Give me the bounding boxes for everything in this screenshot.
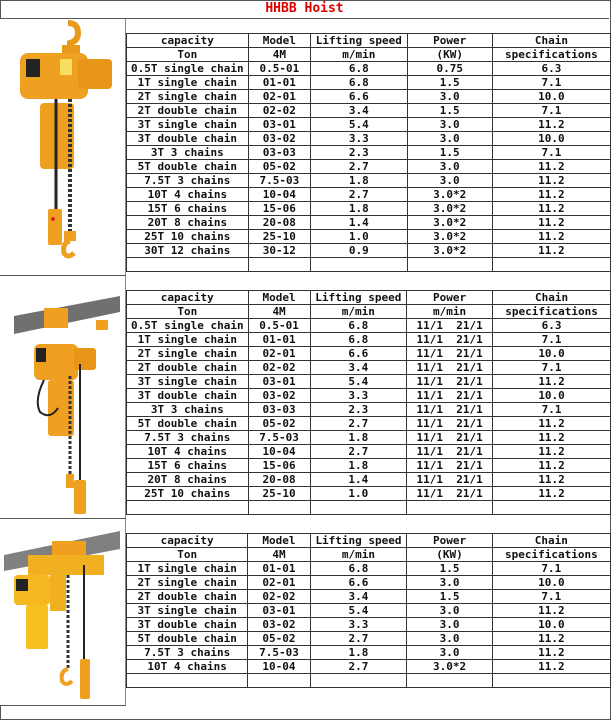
cell-model: 02-02 <box>248 361 310 375</box>
table-row <box>127 431 611 445</box>
spec-table-2 <box>126 290 611 515</box>
cell-capacity: 7.5T 3 chains <box>127 431 249 445</box>
cell-capacity: 7.5T 3 chains <box>127 646 248 660</box>
cell-power: 11/1 21/1 <box>407 347 493 361</box>
cell-lifting-speed: 6.6 <box>310 90 407 104</box>
cell-capacity: 10T 4 chains <box>127 660 248 674</box>
header-row-1 <box>127 291 611 305</box>
empty-cell <box>127 674 248 688</box>
spacer <box>126 519 611 533</box>
table-row <box>127 375 611 389</box>
cell-capacity: 1T single chain <box>127 76 249 90</box>
header-power: Power <box>407 34 492 48</box>
empty-cell <box>248 501 310 515</box>
cell-power: 11/1 21/1 <box>407 417 493 431</box>
cell-power: 3.0 <box>407 618 492 632</box>
cell-capacity: 15T 6 chains <box>127 459 249 473</box>
cell-capacity: 3T single chain <box>127 375 249 389</box>
cell-model: 01-01 <box>248 333 310 347</box>
cell-power: 11/1 21/1 <box>407 459 493 473</box>
table-row <box>127 417 611 431</box>
cell-model: 0.5-01 <box>248 62 310 76</box>
cell-chain-spec: 11.2 <box>493 473 611 487</box>
table-row <box>127 202 611 216</box>
cell-power: 3.0*2 <box>407 660 492 674</box>
cell-model: 03-03 <box>248 146 310 160</box>
cell-lifting-speed: 3.4 <box>310 361 407 375</box>
table-row <box>127 216 611 230</box>
table-row <box>127 576 611 590</box>
cell-chain-spec: 7.1 <box>492 76 610 90</box>
cell-chain-spec: 10.0 <box>492 90 610 104</box>
header-row-2 <box>127 48 611 62</box>
cell-lifting-speed: 6.8 <box>310 62 407 76</box>
header-chain-spec: Chain <box>493 291 611 305</box>
cell-chain-spec: 7.1 <box>492 562 610 576</box>
cell-power: 1.5 <box>407 590 492 604</box>
cell-model: 05-02 <box>248 632 310 646</box>
spec-table-1 <box>126 33 611 272</box>
table-row <box>127 361 611 375</box>
header-unit-power: m/min <box>407 305 493 319</box>
table-row <box>127 319 611 333</box>
cell-lifting-speed: 2.3 <box>310 146 407 160</box>
cell-lifting-speed: 6.8 <box>310 76 407 90</box>
cell-power: 0.75 <box>407 62 492 76</box>
table-row <box>127 473 611 487</box>
cell-lifting-speed: 2.7 <box>310 445 407 459</box>
cell-chain-spec: 11.2 <box>492 174 610 188</box>
header-capacity: capacity <box>127 34 249 48</box>
cell-lifting-speed: 1.4 <box>310 473 407 487</box>
header-model: Model <box>248 291 310 305</box>
cell-model: 02-01 <box>248 90 310 104</box>
cell-chain-spec: 11.2 <box>493 417 611 431</box>
cell-power: 11/1 21/1 <box>407 375 493 389</box>
header-row-2 <box>127 305 611 319</box>
table-row <box>127 174 611 188</box>
cell-power: 1.5 <box>407 104 492 118</box>
cell-chain-spec: 11.2 <box>492 230 610 244</box>
cell-power: 3.0 <box>407 90 492 104</box>
empty-cell <box>407 501 493 515</box>
spec-table-3 <box>126 533 611 688</box>
header-unit-power: (KW) <box>407 548 492 562</box>
cell-lifting-speed: 5.4 <box>310 604 407 618</box>
empty-cell <box>310 258 407 272</box>
empty-cell <box>493 501 611 515</box>
cell-model: 02-01 <box>248 347 310 361</box>
cell-chain-spec: 11.2 <box>492 646 610 660</box>
cell-capacity: 10T 4 chains <box>127 188 249 202</box>
cell-lifting-speed: 6.6 <box>310 576 407 590</box>
cell-chain-spec: 11.2 <box>493 431 611 445</box>
header-model: Model <box>248 534 310 548</box>
cell-lifting-speed: 2.7 <box>310 632 407 646</box>
cell-model: 03-01 <box>248 118 310 132</box>
cell-chain-spec: 7.1 <box>493 403 611 417</box>
cell-power: 3.0 <box>407 646 492 660</box>
cell-lifting-speed: 2.7 <box>310 160 407 174</box>
table-row <box>127 632 611 646</box>
hoist-image-2 <box>0 276 126 519</box>
cell-capacity: 2T single chain <box>127 576 248 590</box>
table-row <box>127 347 611 361</box>
cell-lifting-speed: 3.4 <box>310 104 407 118</box>
cell-model: 03-01 <box>248 604 310 618</box>
cell-power: 1.5 <box>407 76 492 90</box>
header-row-1 <box>127 34 611 48</box>
cell-chain-spec: 11.2 <box>493 445 611 459</box>
cell-power: 3.0*2 <box>407 244 492 258</box>
table-row <box>127 403 611 417</box>
cell-model: 02-02 <box>248 590 310 604</box>
cell-chain-spec: 11.2 <box>493 459 611 473</box>
cell-chain-spec: 6.3 <box>492 62 610 76</box>
cell-power: 11/1 21/1 <box>407 431 493 445</box>
cell-power: 11/1 21/1 <box>407 445 493 459</box>
cell-power: 3.0 <box>407 174 492 188</box>
cell-capacity: 2T double chain <box>127 590 248 604</box>
cell-capacity: 2T single chain <box>127 347 249 361</box>
cell-chain-spec: 11.2 <box>492 660 610 674</box>
empty-cell <box>310 501 407 515</box>
cell-model: 7.5-03 <box>248 431 310 445</box>
header-lifting-speed: Lifting speed <box>310 34 407 48</box>
header-unit-capacity: Ton <box>127 548 248 562</box>
low-headroom-chain-hoist-icon <box>0 519 125 705</box>
header-lifting-speed: Lifting speed <box>310 291 407 305</box>
cell-power: 3.0*2 <box>407 230 492 244</box>
cell-power: 3.0 <box>407 604 492 618</box>
cell-model: 20-08 <box>248 473 310 487</box>
cell-capacity: 5T double chain <box>127 417 249 431</box>
cell-capacity: 7.5T 3 chains <box>127 174 249 188</box>
cell-capacity: 3T double chain <box>127 618 248 632</box>
cell-capacity: 20T 8 chains <box>127 216 249 230</box>
table-row <box>127 62 611 76</box>
table-row <box>127 104 611 118</box>
cell-capacity: 3T 3 chains <box>127 146 249 160</box>
cell-chain-spec: 11.2 <box>493 487 611 501</box>
cell-capacity: 0.5T single chain <box>127 62 249 76</box>
cell-capacity: 3T double chain <box>127 132 249 146</box>
table-row <box>127 660 611 674</box>
cell-model: 10-04 <box>248 445 310 459</box>
cell-capacity: 2T double chain <box>127 361 249 375</box>
cell-power: 1.5 <box>407 562 492 576</box>
cell-model: 15-06 <box>248 459 310 473</box>
cell-capacity: 25T 10 chains <box>127 487 249 501</box>
table-row <box>127 90 611 104</box>
header-lifting-speed: Lifting speed <box>310 534 407 548</box>
cell-power: 11/1 21/1 <box>407 403 493 417</box>
header-unit-lifting-speed: m/min <box>310 305 407 319</box>
cell-model: 03-02 <box>248 132 310 146</box>
cell-capacity: 1T single chain <box>127 333 249 347</box>
cell-lifting-speed: 1.8 <box>310 202 407 216</box>
header-capacity: capacity <box>127 291 249 305</box>
cell-lifting-speed: 1.0 <box>310 230 407 244</box>
hoist-image-3 <box>0 519 126 706</box>
cell-model: 01-01 <box>248 76 310 90</box>
cell-model: 10-04 <box>248 188 310 202</box>
cell-model: 20-08 <box>248 216 310 230</box>
header-chain-spec: Chain <box>492 534 610 548</box>
table-row <box>127 646 611 660</box>
cell-capacity: 0.5T single chain <box>127 319 249 333</box>
table-row <box>127 230 611 244</box>
empty-cell <box>127 258 249 272</box>
cell-power: 3.0 <box>407 132 492 146</box>
table-row <box>127 487 611 501</box>
cell-lifting-speed: 0.9 <box>310 244 407 258</box>
cell-model: 0.5-01 <box>248 319 310 333</box>
cell-chain-spec: 7.1 <box>493 361 611 375</box>
empty-cell <box>248 674 310 688</box>
cell-lifting-speed: 3.4 <box>310 590 407 604</box>
cell-chain-spec: 7.1 <box>492 146 610 160</box>
cell-lifting-speed: 2.7 <box>310 417 407 431</box>
cell-capacity: 2T single chain <box>127 90 249 104</box>
cell-capacity: 5T double chain <box>127 632 248 646</box>
cell-chain-spec: 11.2 <box>493 375 611 389</box>
empty-row <box>127 258 611 272</box>
cell-model: 30-12 <box>248 244 310 258</box>
table-row <box>127 590 611 604</box>
cell-power: 3.0 <box>407 632 492 646</box>
cell-chain-spec: 10.0 <box>493 347 611 361</box>
table-row <box>127 459 611 473</box>
cell-lifting-speed: 6.8 <box>310 319 407 333</box>
cell-power: 11/1 21/1 <box>407 333 493 347</box>
empty-cell <box>407 258 492 272</box>
empty-cell <box>310 674 407 688</box>
cell-power: 3.0*2 <box>407 188 492 202</box>
cell-lifting-speed: 6.6 <box>310 347 407 361</box>
cell-capacity: 3T 3 chains <box>127 403 249 417</box>
cell-capacity: 10T 4 chains <box>127 445 249 459</box>
header-unit-lifting-speed: m/min <box>310 48 407 62</box>
table-row <box>127 618 611 632</box>
cell-model: 10-04 <box>248 660 310 674</box>
header-unit-chain-spec: specifications <box>493 305 611 319</box>
cell-chain-spec: 6.3 <box>493 319 611 333</box>
cell-power: 3.0*2 <box>407 216 492 230</box>
header-unit-model: 4M <box>248 548 310 562</box>
cell-chain-spec: 10.0 <box>492 618 610 632</box>
cell-lifting-speed: 1.8 <box>310 459 407 473</box>
cell-power: 11/1 21/1 <box>407 361 493 375</box>
header-unit-capacity: Ton <box>127 48 249 62</box>
header-power: Power <box>407 291 493 305</box>
cell-chain-spec: 11.2 <box>492 632 610 646</box>
cell-chain-spec: 10.0 <box>492 576 610 590</box>
cell-lifting-speed: 3.3 <box>310 132 407 146</box>
cell-model: 7.5-03 <box>248 646 310 660</box>
empty-row <box>127 674 611 688</box>
cell-capacity: 3T single chain <box>127 604 248 618</box>
cell-model: 02-01 <box>248 576 310 590</box>
header-power: Power <box>407 534 492 548</box>
cell-chain-spec: 11.2 <box>492 160 610 174</box>
header-unit-capacity: Ton <box>127 305 249 319</box>
table-row <box>127 160 611 174</box>
table-row <box>127 445 611 459</box>
header-capacity: capacity <box>127 534 248 548</box>
cell-lifting-speed: 1.8 <box>310 646 407 660</box>
cell-power: 3.0 <box>407 576 492 590</box>
header-unit-chain-spec: specifications <box>492 48 610 62</box>
cell-chain-spec: 11.2 <box>492 604 610 618</box>
cell-lifting-speed: 6.8 <box>310 562 407 576</box>
cell-capacity: 20T 8 chains <box>127 473 249 487</box>
cell-capacity: 3T single chain <box>127 118 249 132</box>
cell-lifting-speed: 1.0 <box>310 487 407 501</box>
table-row <box>127 244 611 258</box>
header-unit-chain-spec: specifications <box>492 548 610 562</box>
electric-chain-hoist-fixed-icon <box>0 19 125 275</box>
table-row <box>127 188 611 202</box>
spacer <box>126 276 611 290</box>
header-unit-model: 4M <box>248 305 310 319</box>
cell-lifting-speed: 6.8 <box>310 333 407 347</box>
cell-model: 01-01 <box>248 562 310 576</box>
header-row-2 <box>127 548 611 562</box>
cell-power: 3.0 <box>407 160 492 174</box>
cell-chain-spec: 7.1 <box>492 590 610 604</box>
cell-chain-spec: 11.2 <box>492 188 610 202</box>
cell-power: 11/1 21/1 <box>407 389 493 403</box>
table-row <box>127 389 611 403</box>
cell-chain-spec: 11.2 <box>492 118 610 132</box>
cell-model: 05-02 <box>248 160 310 174</box>
cell-power: 11/1 21/1 <box>407 319 493 333</box>
page-title: HHBB Hoist <box>0 0 609 19</box>
table-row <box>127 118 611 132</box>
cell-power: 3.0*2 <box>407 202 492 216</box>
electric-chain-hoist-trolley-icon <box>0 276 125 518</box>
cell-power: 1.5 <box>407 146 492 160</box>
hoist-image-1 <box>0 19 126 276</box>
header-model: Model <box>248 34 310 48</box>
cell-model: 03-02 <box>248 618 310 632</box>
cell-lifting-speed: 2.7 <box>310 188 407 202</box>
cell-model: 25-10 <box>248 230 310 244</box>
table-row <box>127 132 611 146</box>
header-chain-spec: Chain <box>492 34 610 48</box>
cell-lifting-speed: 2.3 <box>310 403 407 417</box>
cell-capacity: 30T 12 chains <box>127 244 249 258</box>
cell-power: 11/1 21/1 <box>407 487 493 501</box>
cell-chain-spec: 11.2 <box>492 216 610 230</box>
cell-lifting-speed: 1.8 <box>310 431 407 445</box>
cell-chain-spec: 10.0 <box>492 132 610 146</box>
spacer <box>126 19 611 33</box>
empty-cell <box>407 674 492 688</box>
cell-model: 25-10 <box>248 487 310 501</box>
cell-model: 15-06 <box>248 202 310 216</box>
cell-model: 02-02 <box>248 104 310 118</box>
cell-chain-spec: 11.2 <box>492 202 610 216</box>
cell-lifting-speed: 5.4 <box>310 375 407 389</box>
cell-capacity: 1T single chain <box>127 562 248 576</box>
cell-model: 05-02 <box>248 417 310 431</box>
empty-cell <box>127 501 249 515</box>
cell-lifting-speed: 2.7 <box>310 660 407 674</box>
cell-lifting-speed: 1.8 <box>310 174 407 188</box>
cell-model: 03-01 <box>248 375 310 389</box>
cell-capacity: 15T 6 chains <box>127 202 249 216</box>
cell-chain-spec: 11.2 <box>492 244 610 258</box>
table-row <box>127 562 611 576</box>
cell-model: 03-02 <box>248 389 310 403</box>
cell-capacity: 25T 10 chains <box>127 230 249 244</box>
cell-lifting-speed: 3.3 <box>310 618 407 632</box>
cell-lifting-speed: 1.4 <box>310 216 407 230</box>
cell-capacity: 2T double chain <box>127 104 249 118</box>
cell-capacity: 5T double chain <box>127 160 249 174</box>
cell-lifting-speed: 5.4 <box>310 118 407 132</box>
table-row <box>127 76 611 90</box>
cell-chain-spec: 7.1 <box>493 333 611 347</box>
empty-cell <box>492 674 610 688</box>
cell-model: 03-03 <box>248 403 310 417</box>
empty-cell <box>248 258 310 272</box>
header-unit-model: 4M <box>248 48 310 62</box>
empty-row <box>127 501 611 515</box>
header-unit-lifting-speed: m/min <box>310 548 407 562</box>
cell-capacity: 3T double chain <box>127 389 249 403</box>
cell-power: 3.0 <box>407 118 492 132</box>
cell-lifting-speed: 3.3 <box>310 389 407 403</box>
cell-chain-spec: 10.0 <box>493 389 611 403</box>
cell-model: 7.5-03 <box>248 174 310 188</box>
header-row-1 <box>127 534 611 548</box>
header-unit-power: (KW) <box>407 48 492 62</box>
empty-cell <box>492 258 610 272</box>
table-row <box>127 333 611 347</box>
cell-chain-spec: 7.1 <box>492 104 610 118</box>
cell-power: 11/1 21/1 <box>407 473 493 487</box>
table-row <box>127 146 611 160</box>
table-row <box>127 604 611 618</box>
